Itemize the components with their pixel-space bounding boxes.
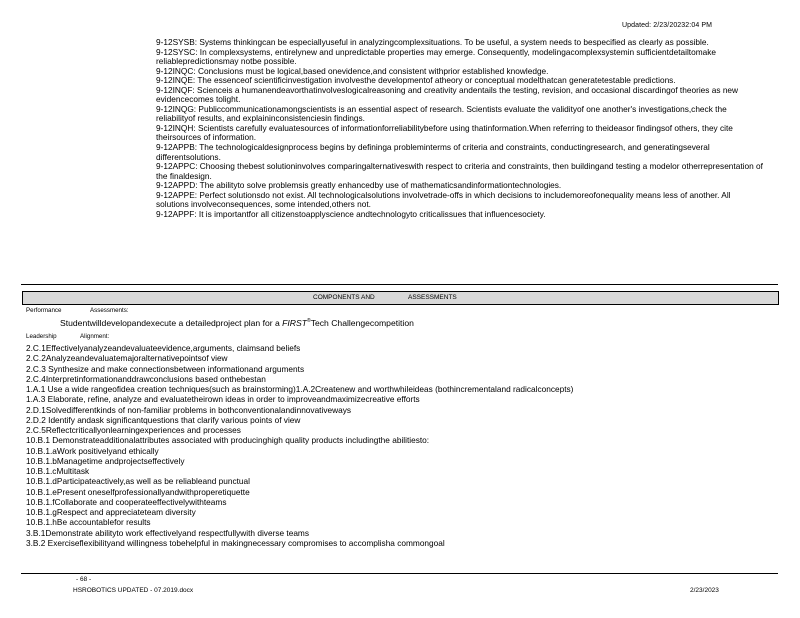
alignment-item: 10.B.1.dParticipateactively,as well as be reliableand punctual xyxy=(26,476,250,487)
section-header-components: COMPONENTS AND xyxy=(313,294,375,301)
standard-item: 9-12INQE: The essenceof scientificinvestigation involvesthe developmentof atheory or conceptual modelthatcan generatetestable predictions. xyxy=(156,75,676,86)
alignment-item: 10.B.1.bManagetime andprojectseffectively xyxy=(26,455,185,466)
page-number: - 68 - xyxy=(76,576,92,583)
standard-item: 9-12APPD: The abilityto solve problemsis greatly enhancedby use of mathematicsandinformationtechnologies. xyxy=(156,180,562,191)
standard-item: 9-12INQF: Scienceis a humanendeavorthatinvolveslogicalreasoning and creativity andentails the testing, revision, and occasional discardingof theories as new evidencecomes tolight. xyxy=(156,84,739,105)
footer-date: 2/23/2023 xyxy=(690,587,719,594)
first-brand: FIRST xyxy=(282,318,307,328)
alignment-item: 2.C.3 Synthesize and make connectionsbetween informationand arguments xyxy=(26,363,305,374)
performance-label: Performance xyxy=(26,307,62,314)
section-header xyxy=(22,291,779,305)
footer-filename: HSROBOTICS UPDATED - 07.2019.docx xyxy=(73,587,194,594)
alignment-item: 10.B.1.fCollaborate and cooperateeffectivelywithteams xyxy=(26,496,227,507)
alignment-item: 2.D.1Solvedifferentkinds of non-familiar problems in bothconventionalandinnovativeways xyxy=(26,404,351,415)
alignment-item: 10.B.1 Demonstrateadditionalattributes associated with producinghigh quality products includingthe abilitiesto: xyxy=(26,435,430,446)
standard-item: 9-12SYSC: In complexsystems, entirelynew and unpredictable properties may emerge. Consequently, modelingacomplexsystemin sufficientdetailtomake reliablepredictionsmay notbe possible. xyxy=(156,46,717,67)
standard-item: 9-12APPC: Choosing thebest solutioninvolves comparingalternativeswith respect to criteria and constraints, then buildingand testing a modelor otherrepresentation of the finaldesign. xyxy=(156,161,763,181)
standard-item: 9-12APPF: It is importantfor all citizenstoapplyscience andtechnologyto criticalissues that influencesociety. xyxy=(156,208,546,219)
section-divider xyxy=(21,284,778,285)
alignment-item: 1.A.1 Use a wide rangeofidea creation techniques(such as brainstorming)1.A.2Createnew and worthwhileideas (bothincrementaland radicalconcepts) xyxy=(26,384,574,394)
alignment-item: 10.B.1.gRespect and appreciateteam diversity xyxy=(26,507,196,517)
alignment-item: 2.D.2 Identify andask significantquestions that clarify various points of view xyxy=(26,414,301,425)
section-header-assessments: ASSESSMENTS xyxy=(408,294,457,301)
standard-item: 9-12SYSB: Systems thinkingcan be especiallyuseful in analyzingcomplexsituations. To be useful, a system needs to bespecified as clearly as possible. xyxy=(156,37,709,47)
standard-item: 9-12INQC: Conclusions must be logical,based onevidence,and consistent withprior established knowledge. xyxy=(156,65,549,76)
alignment-item: 3.B.1Demonstrate abilityto work effectivelyand respectfullywith diverse teams xyxy=(26,527,309,538)
standard-item: 9-12APPE: Perfect solutionsdo not exist. All technologicalsolutions involvetrade-offs in which decisions to includemoreofonequality means less of another. All solutions involveconsequences, some intended,others not. xyxy=(156,189,731,210)
performance-assessment: Studentwilldevelopandexecute a detailedproject plan for a FIRST®Tech Challengecompetition xyxy=(60,318,414,328)
alignment-item: 10.B.1.hBe accountablefor results xyxy=(26,517,151,528)
leadership-label: Leadership xyxy=(26,333,57,340)
alignment-item: 2.C.2Analyzeandevaluatemajoralternativepointsof view xyxy=(26,353,228,364)
registered-mark: ® xyxy=(307,318,311,325)
updated-timestamp: Updated: 2/23/20232:04 PM xyxy=(622,22,713,29)
alignment-item: 10.B.1.aWork positivelyand ethically xyxy=(26,445,159,456)
standard-item: 9-12APPB: The technologicaldesignprocess begins by defininga probleminterms of criteria and constraints, conductingresearch, and generatingseveral differentsolutions. xyxy=(156,142,710,162)
alignment-item: 3.B.2 Exerciseflexibilityand willingness tobehelpful in makingnecessary compromises to accomplisha commongoal xyxy=(26,537,445,548)
alignment-item: 1.A.3 Elaborate, refine, analyze and evaluatetheirown ideas in order to improveandmaximizecreative efforts xyxy=(26,394,420,405)
standards-list xyxy=(156,38,764,219)
standard-item: 9-12INQG: Publiccommunicationamongscientists is an essential aspect of research. Scientists evaluate the validityof one another's investigations,check the reliabilityof results, and explaininconsistenciesin findings. xyxy=(156,103,727,124)
alignment-item: 10.B.1.cMultitask xyxy=(26,466,90,476)
alignment-list xyxy=(26,343,778,548)
footer-divider xyxy=(21,573,778,574)
assessments-label: Assessments: xyxy=(90,307,129,314)
standard-item: 9-12INQH: Scientists carefully evaluatesources of informationforreliabilitybefore using thatinformation.When referring to theideasor findingsof others, they cite theirsources of information. xyxy=(156,122,733,143)
alignment-label: Alignment: xyxy=(80,333,110,340)
alignment-item: 2.C.4Interpretinformationanddrawconclusions based onthebestan xyxy=(26,373,266,384)
alignment-item: 2.C.1Effectivelyanalyzeandevaluateevidence,arguments, claimsand beliefs xyxy=(26,343,301,353)
alignment-item: 10.B.1.ePresent oneselfprofessionallyandwithproperetiquette xyxy=(26,486,250,497)
alignment-item: 2.C.5Reflectcriticallyonlearningexperiences and processes xyxy=(26,425,241,435)
